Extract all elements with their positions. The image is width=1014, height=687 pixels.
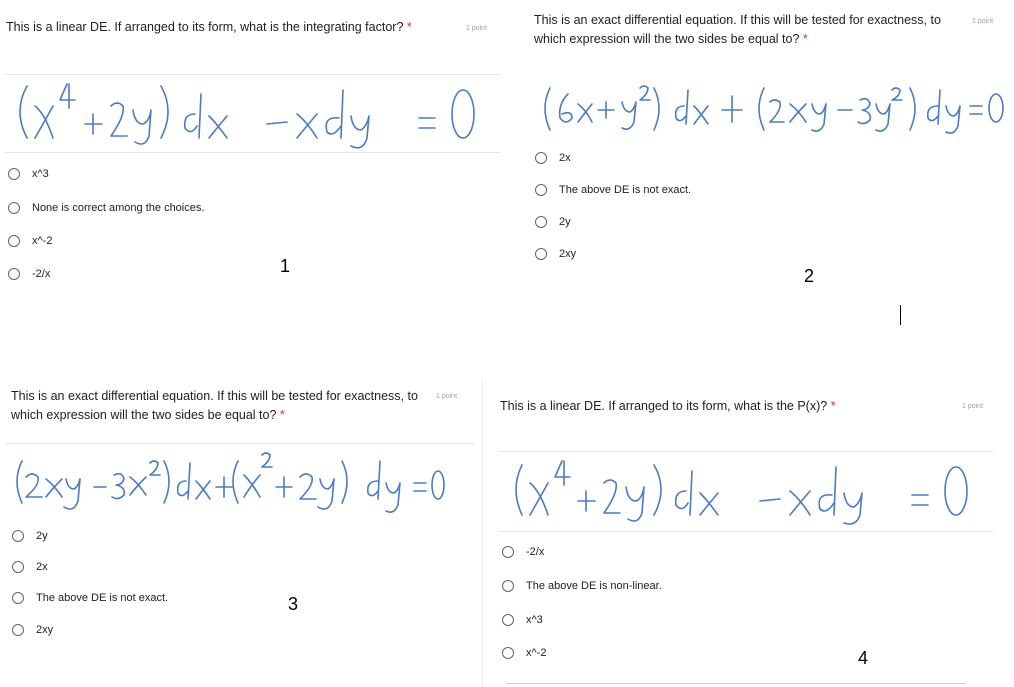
question-text: This is an exact differential equation. If this will be tested for exactness, to which expression will the two sides be equal to? * <box>11 389 418 422</box>
option-x-inverse-square[interactable] <box>502 647 546 659</box>
question-text: This is a linear DE. If arranged to its form, what is the P(x)? * <box>500 399 836 413</box>
panel-number: 4 <box>858 648 869 668</box>
option-2x[interactable] <box>535 152 571 164</box>
handwritten-equation-image <box>534 78 1004 148</box>
option-label: x^-2 <box>32 235 53 247</box>
option-label: x^-2 <box>526 647 547 659</box>
divider <box>5 74 500 75</box>
option-label: 2xy <box>36 624 54 636</box>
panel-number: 2 <box>804 266 815 286</box>
radio-button[interactable] <box>535 248 547 260</box>
option-2xy[interactable] <box>535 248 576 260</box>
required-asterisk: * <box>279 408 285 422</box>
vertical-divider <box>482 380 483 687</box>
option-x-inverse-square[interactable] <box>8 235 52 247</box>
radio-button[interactable] <box>502 647 514 659</box>
option-2x[interactable] <box>12 561 48 573</box>
option-label: 2y <box>559 216 571 228</box>
option-none-correct[interactable] <box>8 202 204 214</box>
option-not-exact[interactable] <box>535 184 691 196</box>
option-2y[interactable] <box>535 216 571 228</box>
option-label: x^3 <box>32 168 49 180</box>
divider <box>500 531 994 532</box>
required-asterisk: * <box>830 399 836 413</box>
radio-button[interactable] <box>502 614 514 626</box>
option-label: None is correct among the choices. <box>32 202 205 214</box>
radio-button[interactable] <box>535 216 547 228</box>
option-label: The above DE is not exact. <box>559 184 692 196</box>
divider <box>506 683 966 684</box>
handwritten-equation-image <box>504 455 984 529</box>
option-label: The above DE is non-linear. <box>526 580 662 592</box>
option-2y[interactable] <box>12 530 48 542</box>
option-label: The above DE is not exact. <box>36 592 169 604</box>
option-label: -2/x <box>526 546 545 558</box>
radio-button[interactable] <box>535 152 547 164</box>
handwritten-equation-image <box>6 447 456 522</box>
question-card-3 <box>0 375 480 687</box>
option-not-exact[interactable] <box>12 592 168 604</box>
radio-button[interactable] <box>12 530 24 542</box>
question-text: This is an exact differential equation. If this will be tested for exactness, to which expression will the two sides be equal to? * <box>534 13 941 46</box>
panel-number: 3 <box>288 594 299 614</box>
option-2xy[interactable] <box>12 624 53 636</box>
points-label: 1 point <box>436 393 458 400</box>
radio-button[interactable] <box>8 202 20 214</box>
divider <box>5 443 475 444</box>
option-neg-2-over-x[interactable] <box>502 546 544 558</box>
radio-button[interactable] <box>12 561 24 573</box>
option-x-cubed[interactable] <box>502 614 543 626</box>
points-label: 1 point <box>972 18 994 25</box>
radio-button[interactable] <box>8 235 20 247</box>
required-asterisk: * <box>406 20 412 34</box>
option-label: -2/x <box>32 268 51 280</box>
question-card-2 <box>520 0 1014 345</box>
option-label: 2xy <box>559 248 577 260</box>
radio-button[interactable] <box>12 592 24 604</box>
points-label: 1 point <box>962 403 984 410</box>
option-x-cubed[interactable] <box>8 168 49 180</box>
radio-button[interactable] <box>8 168 20 180</box>
radio-button[interactable] <box>502 580 514 592</box>
text-cursor <box>900 305 901 325</box>
radio-button[interactable] <box>502 546 514 558</box>
question-card-1 <box>0 0 505 345</box>
points-label: 1 point <box>466 25 488 32</box>
required-asterisk: * <box>802 32 808 46</box>
option-label: x^3 <box>526 614 543 626</box>
radio-button[interactable] <box>8 268 20 280</box>
option-label: 2x <box>559 152 571 164</box>
panel-number: 1 <box>280 256 291 276</box>
option-non-linear[interactable] <box>502 580 662 592</box>
divider <box>500 451 994 452</box>
option-label: 2y <box>36 530 48 542</box>
handwritten-equation-image <box>5 76 500 152</box>
question-text: This is a linear DE. If arranged to its form, what is the integrating factor? * <box>6 20 412 34</box>
option-label: 2x <box>36 561 48 573</box>
divider <box>5 152 500 153</box>
radio-button[interactable] <box>12 624 24 636</box>
option-neg-2-over-x[interactable] <box>8 268 50 280</box>
radio-button[interactable] <box>535 184 547 196</box>
question-card-4 <box>490 375 1014 687</box>
